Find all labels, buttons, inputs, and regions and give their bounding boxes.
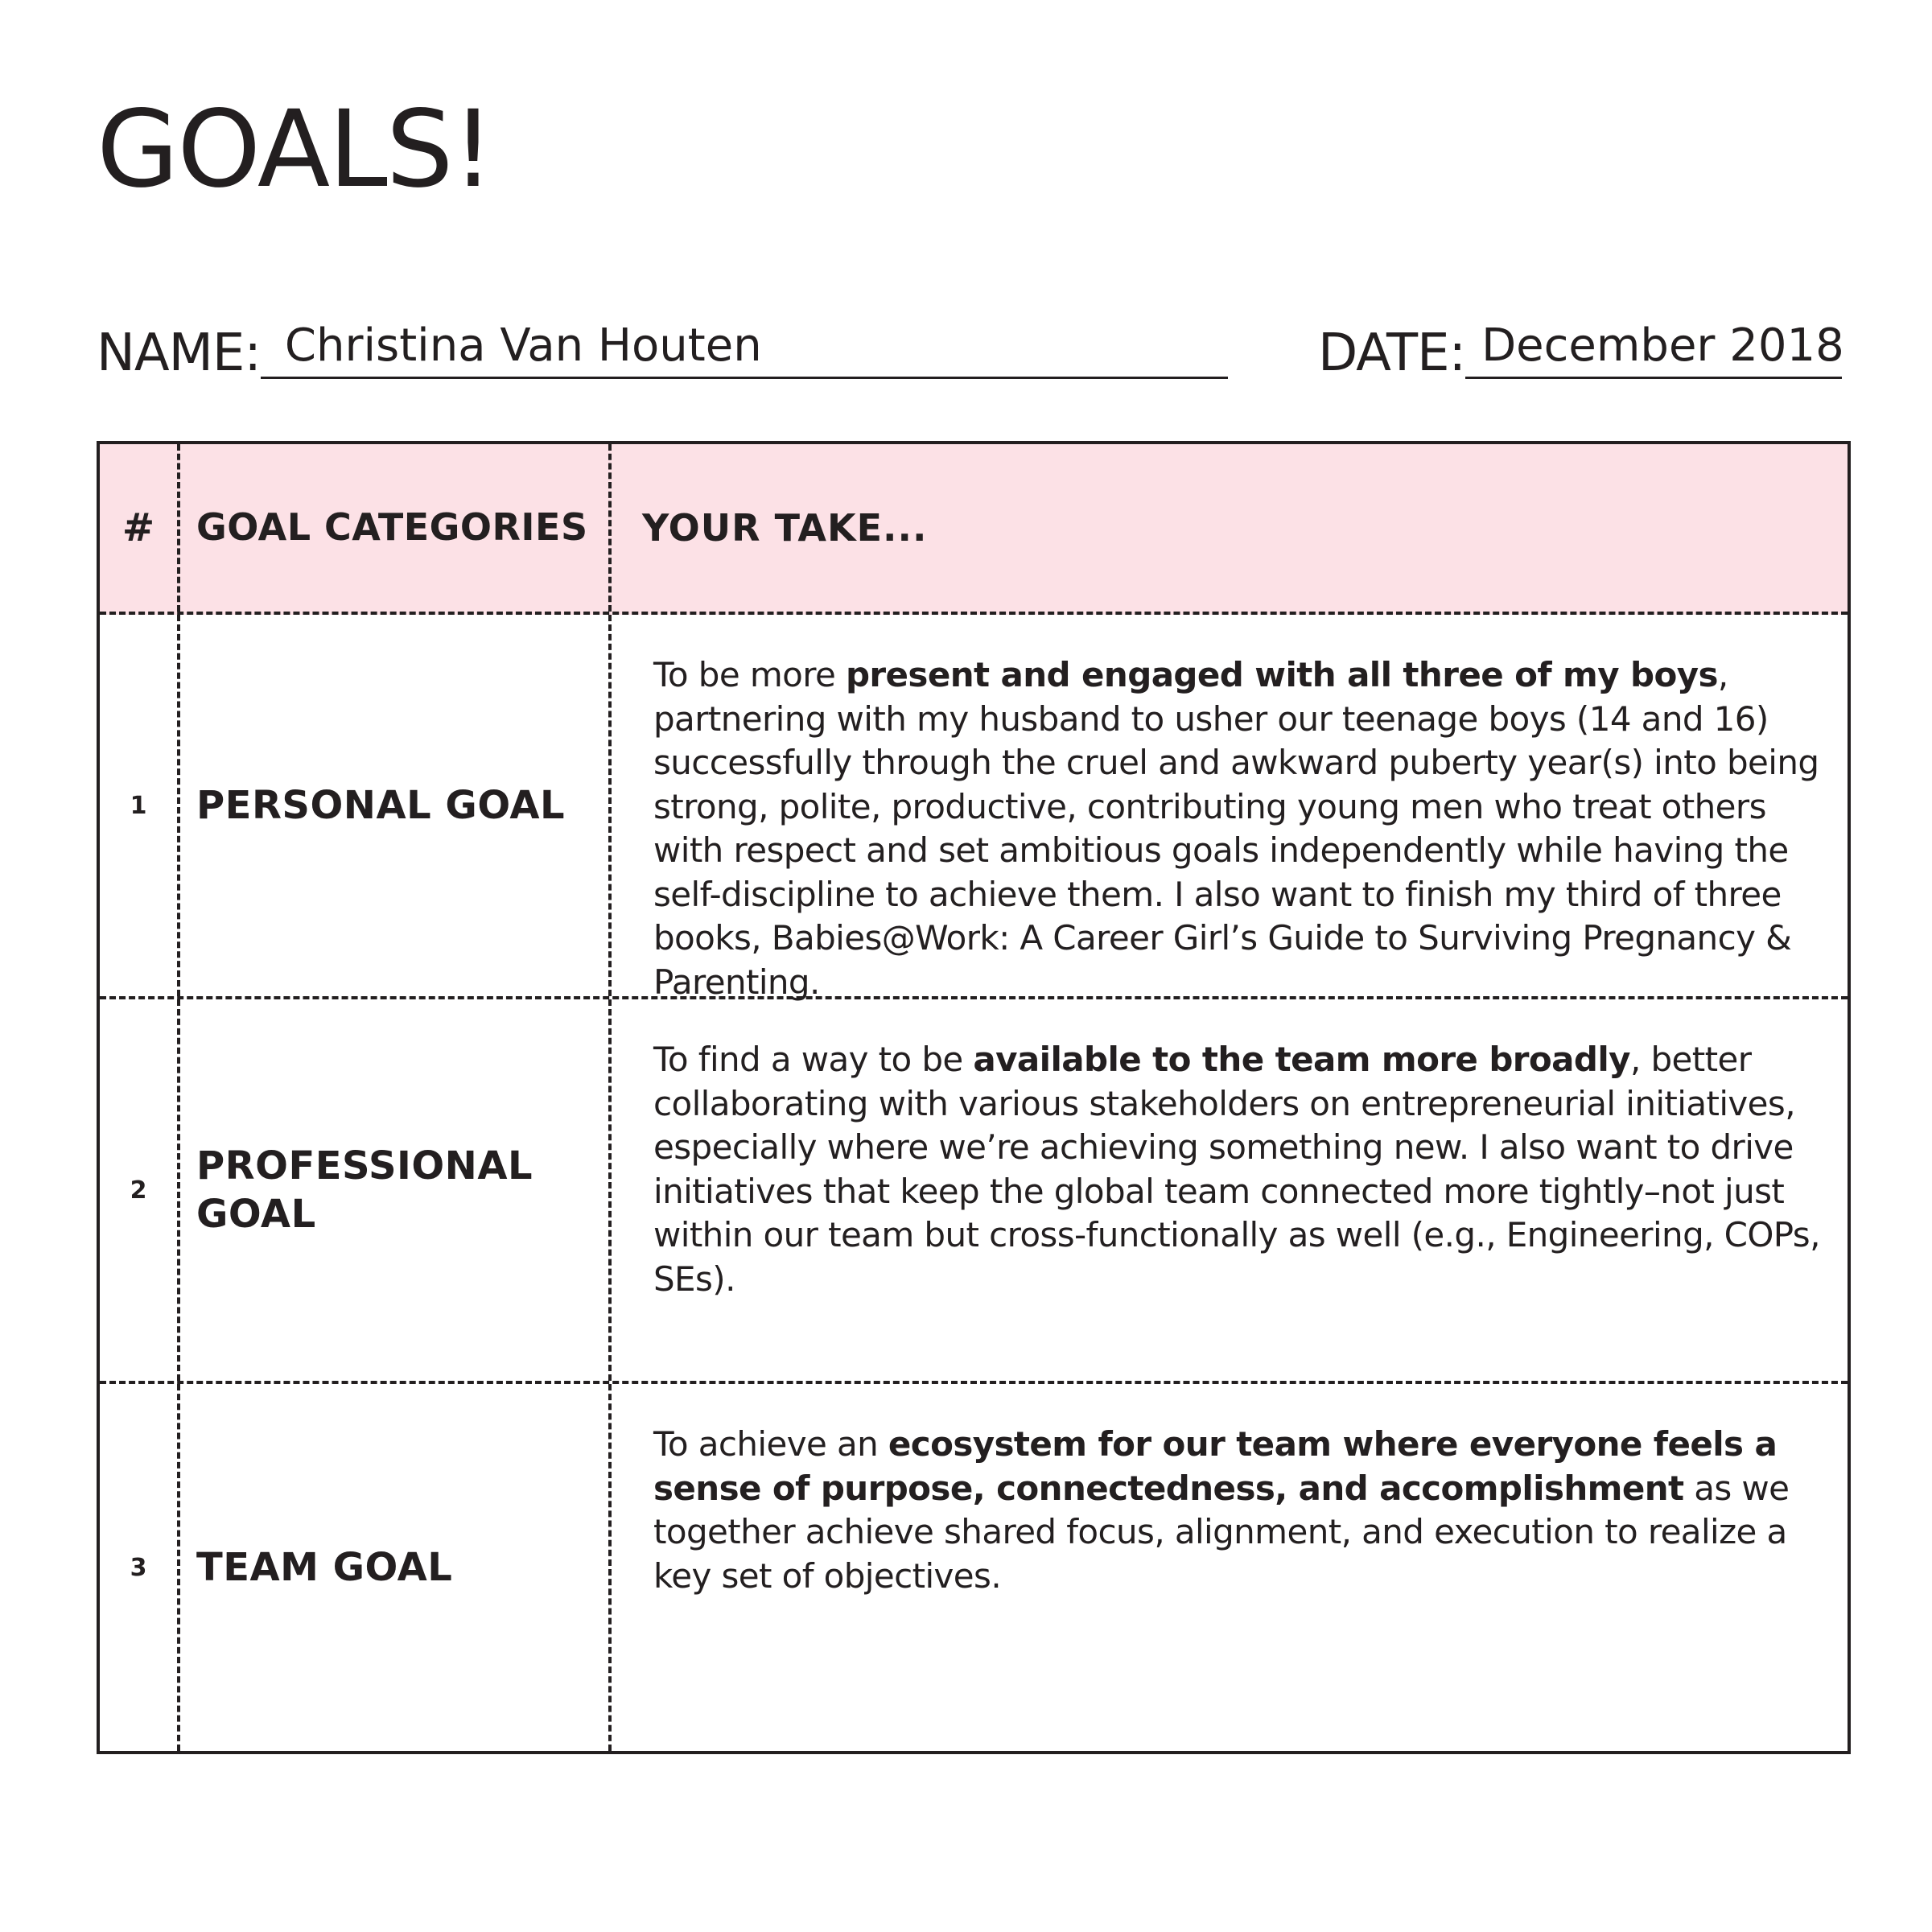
row-number: 3 bbox=[130, 1553, 147, 1582]
row-number: 2 bbox=[130, 1176, 147, 1205]
take-text-start: To achieve an bbox=[653, 1424, 888, 1464]
column-divider bbox=[608, 615, 612, 996]
column-divider bbox=[177, 1384, 180, 1751]
column-divider bbox=[177, 615, 180, 996]
take-text-start: To find a way to be bbox=[653, 1040, 974, 1079]
date-line[interactable] bbox=[1465, 320, 1842, 379]
take-text-start: To be more bbox=[653, 655, 846, 694]
date-label: DATE: bbox=[1318, 323, 1466, 383]
goal-category: PROFESSIONAL GOAL bbox=[196, 1143, 533, 1237]
goal-take-text bbox=[653, 1038, 1823, 1301]
goal-take-cell[interactable] bbox=[628, 1384, 1823, 1751]
goal-take-cell[interactable] bbox=[628, 615, 1823, 1002]
name-field bbox=[97, 318, 1228, 383]
goal-category: TEAM GOAL bbox=[196, 1545, 453, 1590]
goal-category: PERSONAL GOAL bbox=[196, 783, 566, 828]
name-value: Christina Van Houten bbox=[284, 319, 762, 372]
header-your-take: YOUR TAKE... bbox=[642, 506, 928, 550]
column-divider bbox=[177, 444, 180, 612]
table-header-row bbox=[100, 444, 1848, 615]
take-text-bold: present and engaged with all three of my boys bbox=[845, 655, 1718, 694]
goal-take-text bbox=[653, 1423, 1823, 1598]
date-field bbox=[1318, 318, 1844, 383]
goal-take-cell[interactable] bbox=[628, 999, 1823, 1381]
take-text-bold: ecosystem for our team where everyone feels a sense of purpose, connectedness, and accomplishment bbox=[653, 1424, 1778, 1508]
column-divider bbox=[608, 1384, 612, 1751]
column-divider bbox=[608, 999, 612, 1381]
take-text-end: , partnering with my husband to usher our teenage boys (14 and 16) successfully through the cruel and awkward puberty year(s) into being strong, polite, productive, contributing young men who treat others with respect and set ambitious goals independently while having the self-discipline to achieve them. I also want to finish my third of three books, Babies@Work: A Career Girl’s Guide to Surviving Pregnancy & Parenting. bbox=[653, 655, 1819, 1002]
header-cell-take bbox=[628, 444, 1823, 612]
column-divider bbox=[177, 999, 180, 1381]
row-number: 1 bbox=[130, 791, 147, 820]
take-text-bold: available to the team more broadly bbox=[973, 1040, 1630, 1079]
page-title: GOALS! bbox=[97, 88, 493, 212]
table-row bbox=[100, 999, 1848, 1384]
name-label: NAME: bbox=[97, 323, 261, 383]
column-divider bbox=[608, 444, 612, 612]
date-value: December 2018 bbox=[1481, 319, 1844, 372]
header-number: # bbox=[122, 505, 155, 550]
table-row bbox=[100, 1384, 1848, 1751]
goal-take-text bbox=[653, 653, 1823, 1004]
table-row bbox=[100, 615, 1848, 1002]
take-text-end: as we together achieve shared focus, alignment, and execution to realize a key set of objectives. bbox=[653, 1468, 1790, 1596]
goals-table bbox=[97, 441, 1851, 1754]
name-line[interactable] bbox=[261, 320, 1228, 379]
header-goal-categories: GOAL CATEGORIES bbox=[196, 505, 588, 550]
take-text-end: , better collaborating with various stakeholders on entrepreneurial initiatives, especially where we’re achieving something new. I also want to drive initiatives that keep the global team connected more tightly–not just within our team but cross-functionally as well (e.g., Engineering, COPs, SEs). bbox=[653, 1040, 1820, 1299]
